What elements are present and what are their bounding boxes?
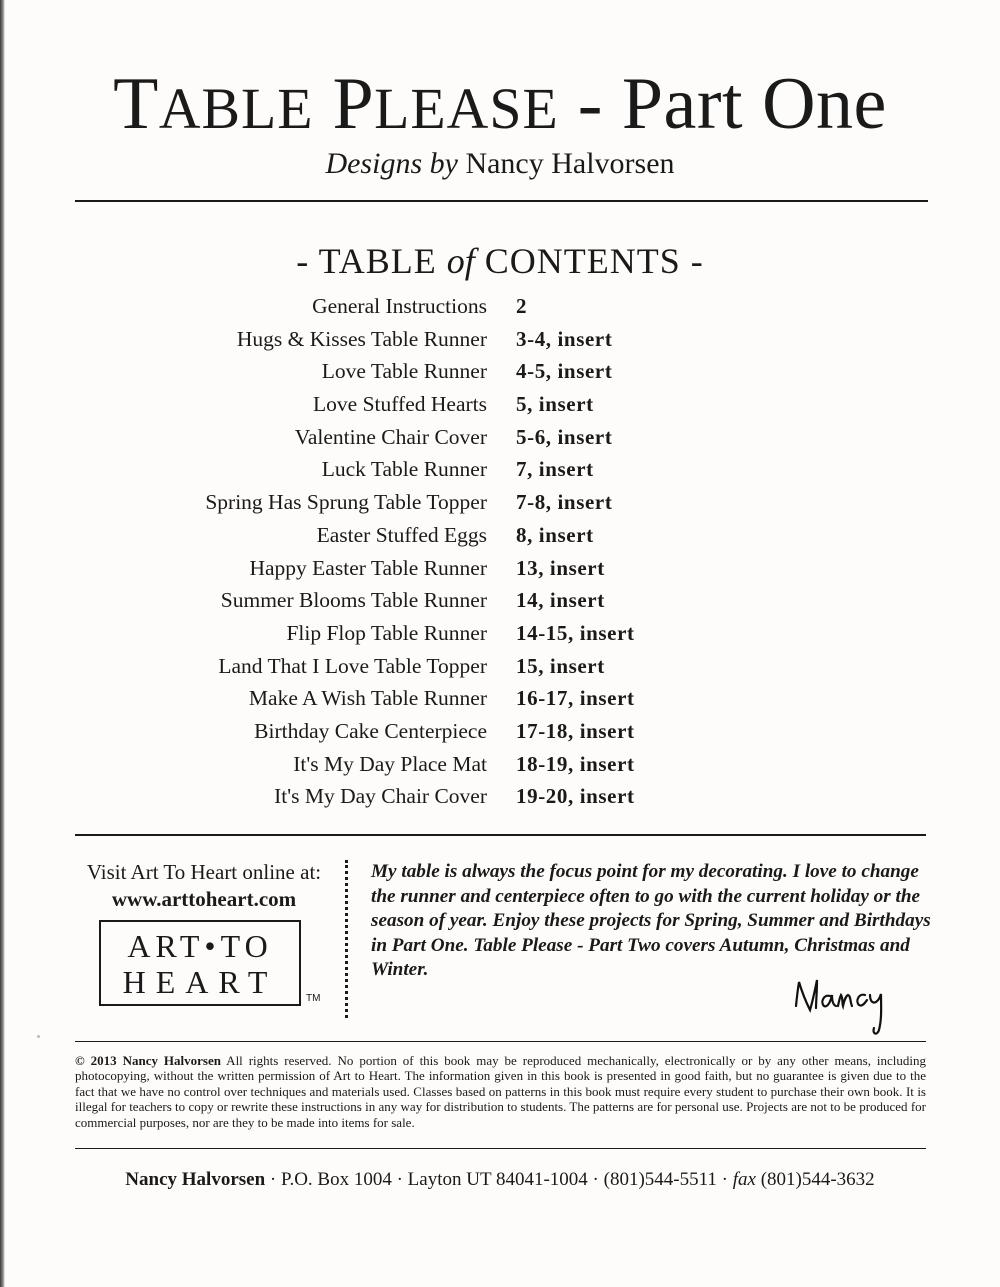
toc-entry-pages: 7, insert (516, 457, 594, 482)
toc-entry (0, 552, 1000, 585)
contact-line (0, 1167, 1000, 1193)
toc-entry-title: Flip Flop Table Runner (286, 620, 487, 645)
title-word-rest: ABLE (158, 78, 314, 141)
toc-entry-title: General Instructions (312, 294, 487, 318)
logo-line: HEART (122, 964, 278, 1000)
toc-entry-title: Love Table Runner (321, 359, 487, 384)
toc-entry-title: Valentine Chair Cover (294, 424, 487, 449)
toc-entry (0, 290, 1000, 323)
website-link[interactable]: www.arttoheart.com (111, 887, 297, 911)
toc-entry (0, 780, 1000, 813)
toc-entry-pages: 18-19, insert (516, 751, 635, 776)
toc-entry-title: Happy Easter Table Runner (249, 555, 487, 580)
toc-entry (0, 323, 1000, 356)
designer-name: Nancy Halvorsen (465, 147, 675, 180)
toc-entry (0, 519, 1000, 552)
toc-entry (0, 650, 1000, 683)
toc-entry (0, 748, 1000, 781)
toc-entry-title: Birthday Cake Centerpiece (254, 718, 487, 743)
toc-entry-pages: 5, insert (516, 392, 594, 417)
handwritten-signature (790, 970, 900, 1040)
toc-entry (0, 355, 1000, 388)
toc-entry-pages: 7-8, insert (516, 490, 613, 515)
toc-entry-title: Spring Has Sprung Table Topper (205, 490, 487, 515)
copyright-notice (75, 1053, 926, 1130)
toc-bottom-divider (75, 834, 926, 836)
subtitle-designs-by: Designs by (325, 147, 458, 180)
table-of-contents (0, 290, 1000, 813)
toc-entry-title: Hugs & Kisses Table Runner (236, 326, 487, 351)
toc-entry-pages: 19-20, insert (516, 784, 635, 809)
page-title (0, 62, 1000, 152)
toc-entry (0, 388, 1000, 421)
title-word-rest: LEASE (374, 78, 559, 141)
toc-entry-title: Love Stuffed Hearts (313, 392, 487, 417)
toc-entry-title: Luck Table Runner (321, 457, 487, 482)
toc-entry (0, 715, 1000, 748)
toc-entry (0, 421, 1000, 454)
fax-label: fax (732, 1169, 756, 1190)
toc-entry (0, 617, 1000, 650)
header-divider (75, 200, 928, 202)
page-subtitle (0, 144, 1000, 184)
copyright-holder: © 2013 Nancy Halvorsen (75, 1053, 221, 1068)
toc-entry-pages: 14-15, insert (516, 620, 635, 645)
contact-name: Nancy Halvorsen (125, 1169, 266, 1190)
toc-entry-pages: 15, insert (516, 653, 605, 678)
toc-entry (0, 584, 1000, 617)
art-to-heart-logo (99, 920, 301, 1006)
toc-entry (0, 682, 1000, 715)
toc-entry (0, 453, 1000, 486)
toc-entry-pages: 8, insert (516, 522, 594, 547)
toc-entry-title: It's My Day Place Mat (293, 751, 487, 776)
dotted-separator (345, 860, 348, 1018)
author-message: My table is always the focus point for my decorating. I love to change the runner and centerpiece often to go with the current holiday or the season of year. Enjoy these projects for Spring, Summer and Birthdays in Part One. Table Please - Part Two covers Autumn, Christmas and Winter. (371, 861, 931, 980)
toc-entry-pages: 16-17, insert (516, 686, 635, 711)
title-initial: P (332, 63, 375, 145)
toc-heading-part: - TABLE (296, 241, 447, 281)
fax-number: (801)544-3632 (755, 1169, 875, 1190)
legal-bottom-divider (75, 1148, 926, 1149)
toc-entry-pages: 3-4, insert (516, 326, 613, 351)
toc-heading-part: CONTENTS - (474, 241, 704, 281)
toc-entry-pages: 4-5, insert (516, 359, 613, 384)
toc-entry-title: Summer Blooms Table Runner (220, 588, 487, 613)
toc-entry-title: Easter Stuffed Eggs (316, 522, 487, 547)
copyright-text: All rights reserved. No portion of this book may be reproduced mechanically, electronically or by any other means, including photocopying, without the written permission of Art to Heart. The information given in this book is presented in good faith, but no guarantee is given due to the fact that we have no control over techniques and materials used. Classes based on patterns in this book must require every student to purchase their own book. It is illegal for teachers to copy or rewrite these instructions in any way for distribution to students. The patterns are for personal use. Projects are not to be produced for commercial purposes, nor are they to be made into items for sale. (75, 1053, 927, 1130)
trademark-mark: TM (306, 993, 321, 1004)
legal-top-divider (75, 1041, 926, 1042)
toc-heading-of: of (446, 241, 475, 281)
title-initial: T (113, 63, 159, 145)
toc-entry-pages: 5-6, insert (516, 424, 613, 449)
toc-heading (0, 238, 1000, 284)
toc-entry-pages: 17-18, insert (516, 718, 635, 743)
logo-line: ART•TO (127, 928, 273, 964)
paper-speck (37, 1035, 40, 1038)
toc-entry-title: Land That I Love Table Topper (218, 653, 487, 678)
toc-entry-pages: 13, insert (516, 555, 605, 580)
title-suffix: - Part One (558, 63, 887, 145)
toc-entry-pages: 14, insert (516, 588, 605, 613)
toc-entry-title: It's My Day Chair Cover (274, 784, 487, 809)
contact-address: · P.O. Box 1004 · Layton UT 84041-1004 · (801)544-5511 · (265, 1169, 733, 1190)
toc-entry (0, 486, 1000, 519)
visit-label: Visit Art To Heart online at: (86, 860, 322, 884)
toc-entry-title: Make A Wish Table Runner (248, 686, 487, 711)
toc-entry-pages: 2 (516, 294, 528, 318)
